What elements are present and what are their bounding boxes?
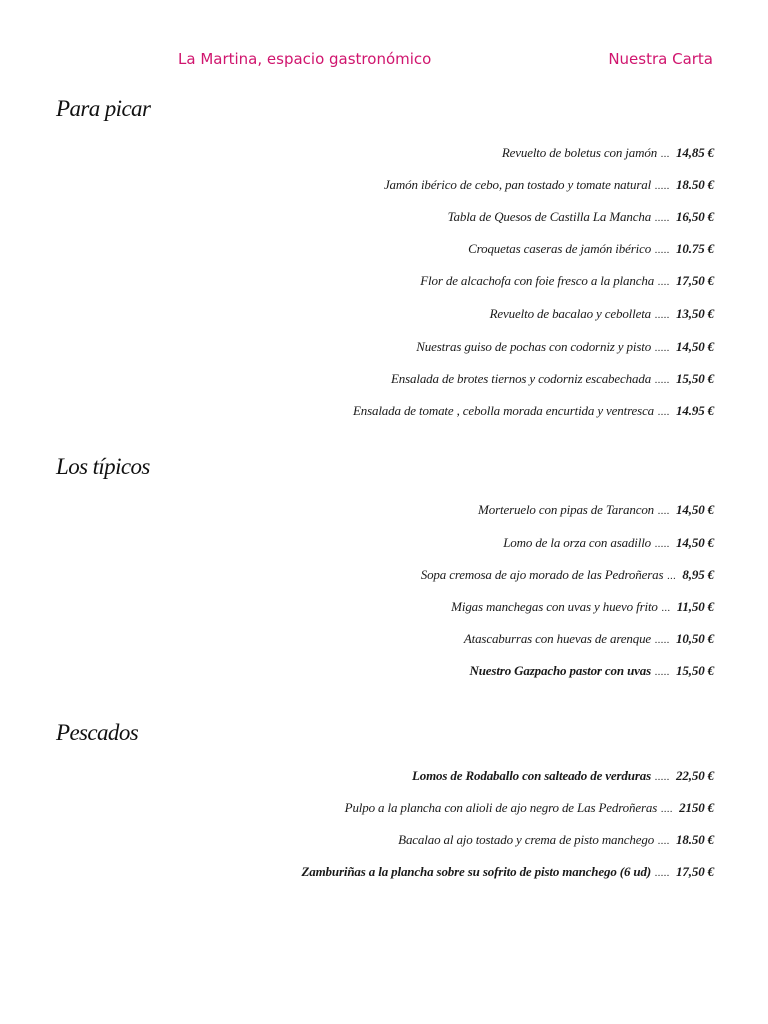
dot-leader: .... <box>658 836 671 847</box>
dot-leader: ..... <box>655 343 671 354</box>
dot-leader: ..... <box>655 667 671 678</box>
dish-price: 10,50 € <box>676 631 714 646</box>
dish-name: Sopa cremosa de ajo morado de las Pedroñeras <box>420 567 664 582</box>
dish-name: Zamburiñas a la plancha sobre su sofrito de pisto manchego (6 ud) <box>301 864 652 879</box>
dish-price: 2150 € <box>679 800 714 815</box>
dish-price: 14,50 € <box>676 535 714 550</box>
dot-leader: ... <box>661 149 671 160</box>
dot-leader: ..... <box>655 213 671 224</box>
dot-leader: ..... <box>655 539 671 550</box>
menu-item <box>490 306 714 324</box>
menu-item <box>391 371 714 389</box>
dish-price: 8,95 € <box>682 567 714 582</box>
dish-name: Jamón ibérico de cebo, pan tostado y tomate natural <box>383 177 652 192</box>
menu-item <box>468 241 714 259</box>
dish-price: 17,50 € <box>676 864 714 879</box>
menu-item <box>416 339 714 357</box>
menu-item <box>502 145 714 163</box>
dot-leader: .... <box>658 407 671 418</box>
dish-name: Atascaburras con huevas de arenque <box>463 631 652 646</box>
menu-item <box>412 768 714 786</box>
menu-item <box>353 403 714 421</box>
dish-name: Pulpo a la plancha con alioli de ajo negro de Las Pedroñeras <box>344 800 658 815</box>
dish-name: Tabla de Quesos de Castilla La Mancha <box>447 209 652 224</box>
dot-leader: .... <box>658 277 671 288</box>
menu-item <box>384 177 714 195</box>
dish-price: 22,50 € <box>676 768 714 783</box>
dish-price: 13,50 € <box>676 306 714 321</box>
dish-price: 17,50 € <box>676 273 714 288</box>
dish-price: 11,50 € <box>676 599 714 614</box>
menu-item <box>398 832 714 850</box>
dish-price: 15,50 € <box>676 371 714 386</box>
dish-price: 18.50 € <box>676 832 714 847</box>
menu-item <box>503 535 714 553</box>
dot-leader: .... <box>661 804 674 815</box>
dish-price: 14,50 € <box>676 502 714 517</box>
dot-leader: ..... <box>655 375 671 386</box>
dot-leader: ... <box>661 603 671 614</box>
menu-item <box>478 502 714 520</box>
menu-item <box>464 631 714 649</box>
dish-price: 14,50 € <box>676 339 714 354</box>
dot-leader: ... <box>667 571 677 582</box>
dish-name: Revuelto de bacalao y cebolleta <box>489 306 652 321</box>
dot-leader: ..... <box>655 635 671 646</box>
dish-name: Croquetas caseras de jamón ibérico <box>468 241 652 256</box>
menu-item <box>469 663 714 681</box>
dish-name: Lomos de Rodaballo con salteado de verduras <box>411 768 652 783</box>
section-title-pescados: Pescados <box>56 720 139 745</box>
section-title-los-tipicos: Los típicos <box>56 454 150 479</box>
dish-name: Nuestras guiso de pochas con codorniz y pisto <box>416 339 652 354</box>
dish-price: 10.75 € <box>676 241 714 256</box>
dot-leader: ..... <box>655 868 671 879</box>
dish-name: Revuelto de boletus con jamón <box>501 145 658 160</box>
menu-item <box>421 567 714 585</box>
section-title-para-picar: Para picar <box>56 96 151 121</box>
dish-name: Ensalada de tomate , cebolla morada encurtida y ventresca <box>352 403 655 418</box>
menu-item <box>448 209 714 227</box>
dish-price: 14.95 € <box>676 403 714 418</box>
dish-name: Lomo de la orza con asadillo <box>503 535 652 550</box>
venue-name: La Martina, espacio gastronómico <box>178 50 432 68</box>
dish-name: Morteruelo con pipas de Tarancon <box>478 502 655 517</box>
dish-name: Ensalada de brotes tiernos y codorniz escabechada <box>390 371 652 386</box>
dot-leader: ..... <box>655 310 671 321</box>
menu-item <box>345 800 714 818</box>
dish-name: Flor de alcachofa con foie fresco a la plancha <box>420 273 655 288</box>
menu-label: Nuestra Carta <box>608 50 713 68</box>
dot-leader: .... <box>658 506 671 517</box>
dot-leader: ..... <box>655 772 671 783</box>
dish-price: 15,50 € <box>676 663 714 678</box>
dot-leader: ..... <box>655 181 671 192</box>
menu-item <box>451 599 714 617</box>
dish-name: Bacalao al ajo tostado y crema de pisto manchego <box>398 832 655 847</box>
menu-item <box>420 273 714 291</box>
dish-name: Migas manchegas con uvas y huevo frito <box>451 599 658 614</box>
menu-header <box>178 50 713 70</box>
dot-leader: ..... <box>655 245 671 256</box>
dish-price: 18.50 € <box>676 177 714 192</box>
dish-name: Nuestro Gazpacho pastor con uvas <box>469 663 652 678</box>
dish-price: 14,85 € <box>676 145 714 160</box>
menu-item <box>301 864 714 882</box>
dish-price: 16,50 € <box>676 209 714 224</box>
